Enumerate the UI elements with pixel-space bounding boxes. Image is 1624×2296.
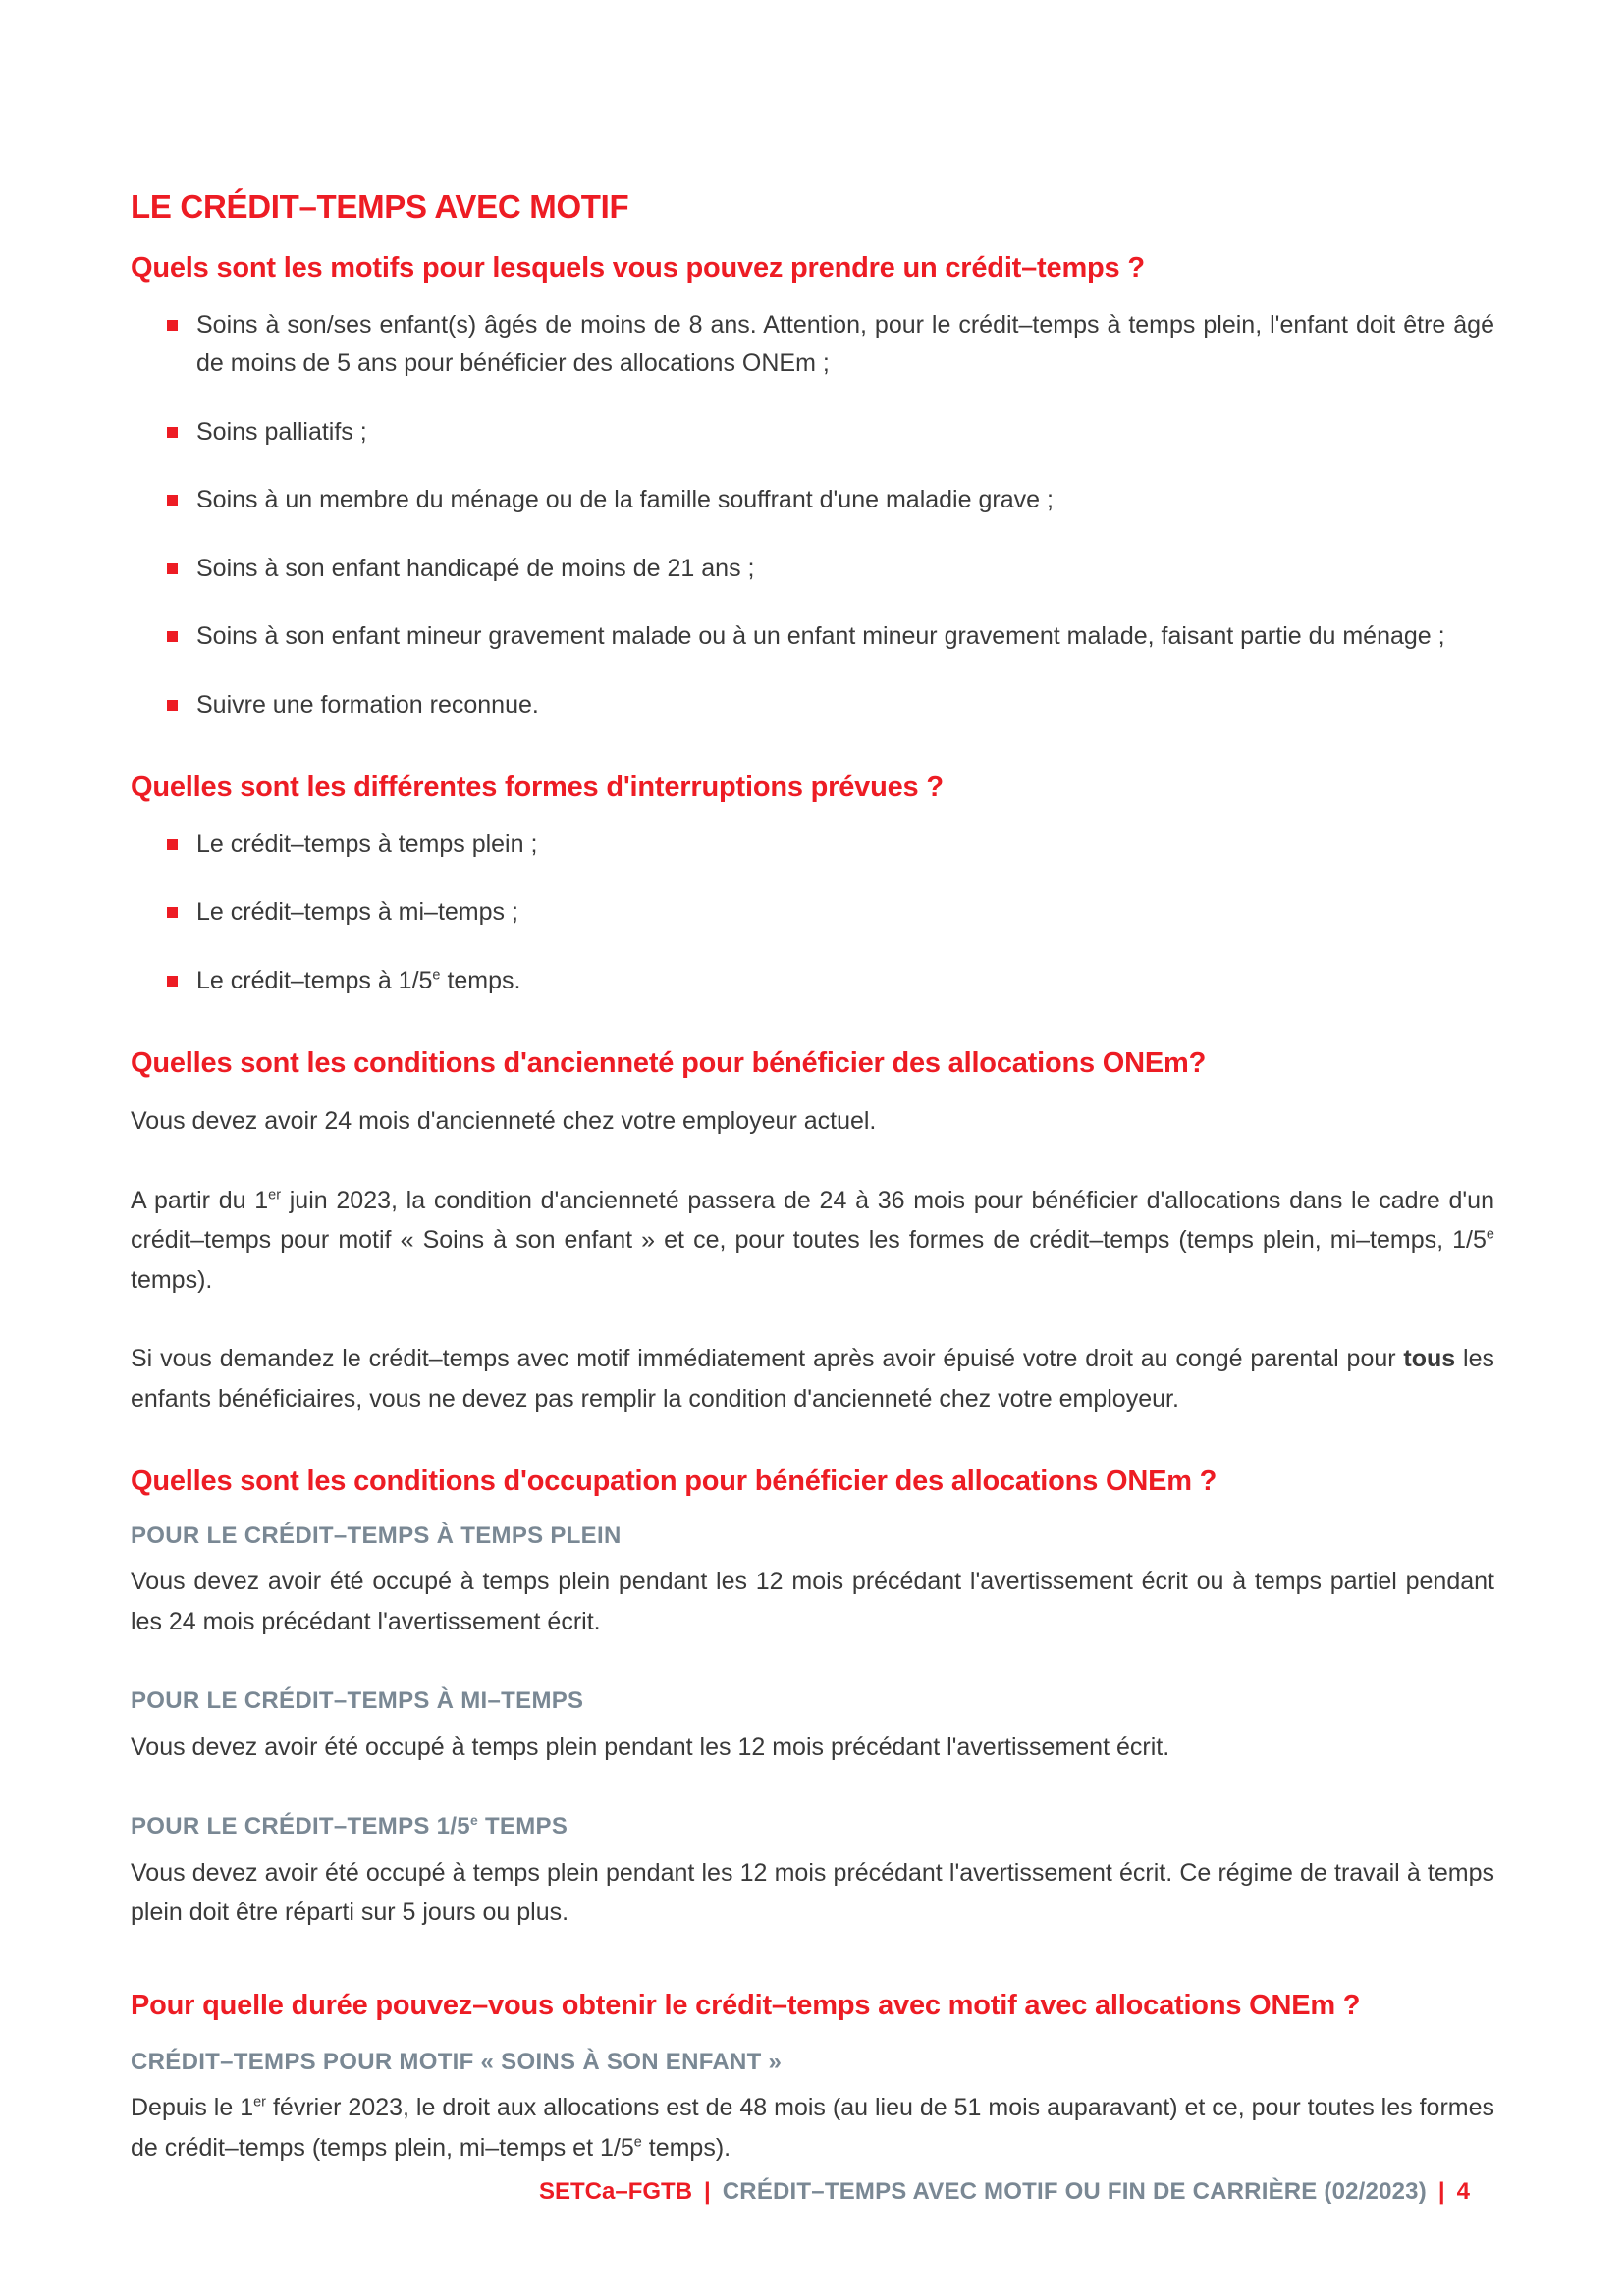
list-item-text: Le crédit–temps à mi–temps ; — [196, 898, 518, 927]
section-duree — [131, 1976, 1494, 2167]
section-anciennete — [131, 1043, 1494, 1418]
list-item — [131, 550, 1494, 589]
subsection-un-cinquieme-heading: POUR LE CRÉDIT–TEMPS 1/5e TEMPS — [131, 1812, 568, 1841]
section-motifs — [131, 248, 1494, 724]
section-formes-interruption — [131, 768, 1494, 1000]
list-item — [131, 306, 1494, 384]
section-occupation — [131, 1462, 1494, 1933]
subsection-mi-temps-heading: POUR LE CRÉDIT–TEMPS À MI–TEMPS — [131, 1687, 584, 1715]
page-title: LE CRÉDIT–TEMPS AVEC MOTIF — [131, 188, 629, 225]
paragraph: Vous devez avoir été occupé à temps plein pendant les 12 mois précédant l'avertissement écrit. — [131, 1733, 1170, 1761]
list-item — [131, 686, 1494, 725]
section-duree-heading: Pour quelle durée pouvez–vous obtenir le crédit–temps avec motif avec allocations ONEm ? — [131, 1989, 1361, 2021]
bullet-square-icon — [167, 907, 178, 918]
paragraph: Vous devez avoir 24 mois d'ancienneté chez votre employeur actuel. — [131, 1107, 877, 1136]
list-item — [131, 893, 1494, 933]
section-occupation-heading: Quelles sont les conditions d'occupation pour bénéficier des allocations ONEm ? — [131, 1466, 1218, 1498]
list-item-text: Le crédit–temps à temps plein ; — [196, 829, 538, 858]
formes-list — [131, 826, 1494, 1001]
paragraph: Vous devez avoir été occupé à temps plein pendant les 12 mois précédant l'avertissement écrit ou à temps partiel pendant les 24 mois précédant l'avertissement écrit. — [131, 1568, 1494, 1635]
paragraph: Si vous demandez le crédit–temps avec motif immédiatement après avoir épuisé votre droit au congé parental pour tous les enfants bénéficiaires, vous ne devez pas remplir la condition d'ancienneté chez votre employeur. — [131, 1345, 1495, 1413]
bullet-square-icon — [167, 631, 178, 642]
list-item-text: Soins palliatifs ; — [196, 417, 367, 446]
section-anciennete-heading: Quelles sont les conditions d'ancienneté pour bénéficier des allocations ONEm? — [131, 1047, 1207, 1080]
list-item-text: Le crédit–temps à 1/5e temps. — [196, 966, 521, 994]
subsection-temps-plein — [131, 1520, 1494, 1642]
bullet-square-icon — [167, 700, 178, 711]
bullet-square-icon — [167, 839, 178, 850]
motifs-list — [131, 306, 1494, 725]
paragraph: Depuis le 1er février 2023, le droit aux allocations est de 48 mois (au lieu de 51 mois auparavant) et ce, pour toutes les formes de crédit–temps (temps plein, mi–temps et 1/5e temps). — [131, 2094, 1495, 2162]
subsection-soins-enfant-heading: CRÉDIT–TEMPS POUR MOTIF « SOINS À SON ENFANT » — [131, 2048, 783, 2075]
subsection-soins-enfant — [131, 2046, 1494, 2168]
list-item — [131, 617, 1494, 657]
bullet-square-icon — [167, 976, 178, 987]
list-item-text: Soins à son enfant mineur gravement malade ou à un enfant mineur gravement malade, faisant partie du ménage ; — [196, 622, 1445, 651]
bullet-square-icon — [167, 320, 178, 331]
footer-page-number: 4 — [1456, 2178, 1470, 2205]
list-item — [131, 826, 1494, 865]
list-item-text: Suivre une formation reconnue. — [196, 690, 539, 719]
list-item — [131, 481, 1494, 520]
bullet-square-icon — [167, 427, 178, 438]
footer-doc-reference: CRÉDIT–TEMPS AVEC MOTIF OU FIN DE CARRIÈRE (02/2023) — [722, 2178, 1427, 2205]
subsection-temps-plein-heading: POUR LE CRÉDIT–TEMPS À TEMPS PLEIN — [131, 1522, 622, 1549]
section-formes-heading: Quelles sont les différentes formes d'interruptions prévues ? — [131, 772, 944, 804]
subsection-mi-temps — [131, 1684, 1494, 1767]
bullet-square-icon — [167, 495, 178, 506]
list-item — [131, 413, 1494, 453]
list-item-text: Soins à son enfant handicapé de moins de 21 ans ; — [196, 554, 755, 582]
section-motifs-heading: Quels sont les motifs pour lesquels vous pouvez prendre un crédit–temps ? — [131, 252, 1145, 285]
list-item-text: Soins à son/ses enfant(s) âgés de moins de 8 ans. Attention, pour le crédit–temps à temps plein, l'enfant doit être âgé de moins de 5 ans pour bénéficier des allocations ONEm ; — [196, 310, 1494, 378]
list-item-text: Soins à un membre du ménage ou de la famille souffrant d'une maladie grave ; — [196, 486, 1054, 514]
list-item — [131, 962, 1494, 1001]
subsection-un-cinquieme — [131, 1810, 1494, 1933]
footer-separator: | — [704, 2178, 711, 2205]
bullet-square-icon — [167, 563, 178, 574]
page-footer — [539, 2178, 1470, 2206]
footer-brand: SETCa–FGTB — [539, 2178, 693, 2205]
footer-separator: | — [1437, 2178, 1445, 2205]
paragraph: Vous devez avoir été occupé à temps plein pendant les 12 mois précédant l'avertissement écrit. Ce régime de travail à temps plein doit être réparti sur 5 jours ou plus. — [131, 1858, 1494, 1927]
paragraph: A partir du 1er juin 2023, la condition d'ancienneté passera de 24 à 36 mois pour bénéficier d'allocations dans le cadre d'un crédit–temps pour motif « Soins à son enfant » et ce, pour toutes les formes de crédit–temps (temps plein, mi–temps, 1/5e temps). — [131, 1186, 1494, 1294]
